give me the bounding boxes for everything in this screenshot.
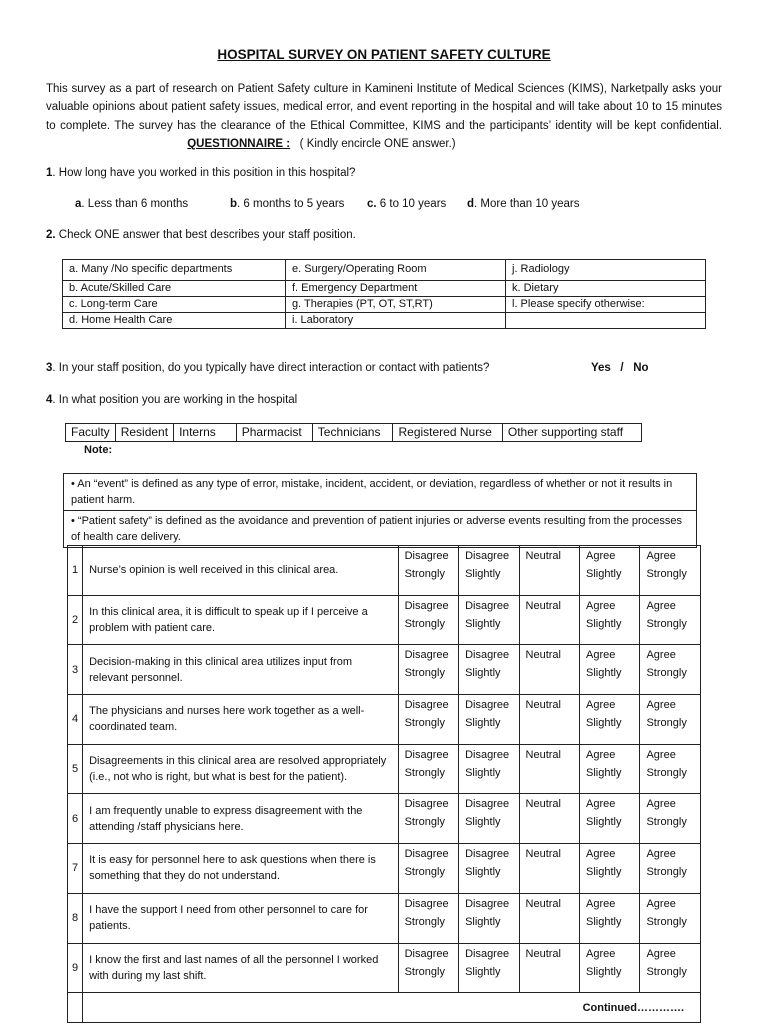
- q1-option-a[interactable]: [75, 198, 188, 210]
- statement-number: 7: [68, 844, 83, 894]
- scale-option-line1: Agree: [586, 848, 616, 861]
- table-row: [68, 645, 701, 695]
- scale-option[interactable]: [580, 794, 640, 844]
- empty-cell: [68, 993, 83, 1023]
- scale-option-line1: Neutral: [525, 599, 561, 612]
- scale-option-line2: Slightly: [586, 667, 622, 680]
- scale-option-line1: Agree: [646, 699, 676, 712]
- continued-label: Continued………….: [83, 993, 701, 1023]
- scale-option[interactable]: [459, 744, 519, 794]
- scale-option-line2: Slightly: [586, 816, 622, 829]
- scale-option-line1: Disagree: [404, 748, 449, 761]
- position-option[interactable]: Resident: [115, 424, 173, 442]
- question-2-text: Check ONE answer that best describes your staff position.: [55, 229, 356, 241]
- scale-option-line1: Agree: [646, 649, 676, 662]
- question-3: [46, 362, 489, 374]
- position-option[interactable]: Other supporting staff: [502, 424, 641, 442]
- scale-option-line1: Disagree: [465, 798, 510, 811]
- scale-option[interactable]: [398, 844, 458, 894]
- table-row: [68, 546, 701, 596]
- scale-option-line2: Strongly: [646, 915, 687, 928]
- intro-paragraph: [46, 80, 722, 154]
- scale-option-line1: Neutral: [525, 550, 561, 562]
- scale-option[interactable]: [459, 595, 519, 645]
- scale-option-line2: Slightly: [586, 915, 622, 928]
- scale-option-line2: Strongly: [404, 667, 445, 680]
- definitions-box: [63, 473, 697, 548]
- q1-option-c[interactable]: [367, 198, 446, 210]
- scale-option[interactable]: [640, 595, 701, 645]
- scale-option-line1: Disagree: [465, 748, 510, 761]
- scale-option-line1: Neutral: [525, 897, 561, 910]
- scale-option-line1: Disagree: [404, 947, 449, 960]
- staff-option[interactable]: d. Home Health Care: [63, 313, 286, 329]
- staff-option[interactable]: l. Please specify otherwise:: [506, 297, 706, 313]
- q1-option-d[interactable]: [467, 198, 580, 210]
- table-row: [63, 313, 706, 329]
- yes-no-answer[interactable]: Yes / No: [591, 362, 649, 374]
- statement-text: Decision-making in this clinical area utilizes input from relevant personnel.: [83, 645, 398, 695]
- scale-option-line2: Strongly: [646, 667, 687, 680]
- table-row: [68, 595, 701, 645]
- scale-option-line2: Strongly: [646, 766, 687, 779]
- scale-option-line1: Disagree: [404, 798, 449, 811]
- position-table: [65, 423, 642, 442]
- staff-option[interactable]: c. Long-term Care: [63, 297, 286, 313]
- scale-option[interactable]: [640, 893, 701, 943]
- position-option[interactable]: Pharmacist: [236, 424, 312, 442]
- q1-option-b-text: . 6 months to 5 years: [237, 198, 345, 210]
- scale-option-line2: Strongly: [404, 717, 445, 730]
- scale-option-line1: Agree: [646, 947, 676, 960]
- table-row: [68, 744, 701, 794]
- question-3-text: . In your staff position, do you typically have direct interaction or contact with patients?: [52, 362, 490, 374]
- scale-option[interactable]: [519, 744, 579, 794]
- page-title: HOSPITAL SURVEY ON PATIENT SAFETY CULTURE: [217, 47, 551, 62]
- scale-option-line2: Strongly: [646, 568, 687, 580]
- scale-option-line2: Slightly: [465, 766, 501, 779]
- scale-option-line2: Slightly: [465, 816, 501, 829]
- scale-option-line2: Strongly: [646, 816, 687, 829]
- scale-option[interactable]: [459, 645, 519, 695]
- scale-option-line2: Slightly: [465, 915, 501, 928]
- scale-option[interactable]: [519, 546, 579, 596]
- scale-option[interactable]: [398, 943, 458, 993]
- scale-option[interactable]: [519, 595, 579, 645]
- scale-option-line1: Disagree: [465, 848, 510, 861]
- question-2: [46, 229, 356, 241]
- scale-option-line1: Disagree: [404, 649, 449, 662]
- scale-option-line1: Disagree: [404, 897, 449, 910]
- scale-option-line1: Neutral: [525, 848, 561, 861]
- staff-option-blank[interactable]: [506, 313, 706, 329]
- scale-option-line2: Slightly: [586, 766, 622, 779]
- scale-option[interactable]: [398, 893, 458, 943]
- scale-option[interactable]: [519, 943, 579, 993]
- statement-number: 1: [68, 546, 83, 596]
- position-option[interactable]: Technicians: [312, 424, 393, 442]
- staff-option[interactable]: f. Emergency Department: [286, 281, 506, 297]
- scale-option[interactable]: [580, 546, 640, 596]
- scale-option[interactable]: [640, 794, 701, 844]
- statement-text: I know the first and last names of all the personnel I worked with during my last shift.: [83, 943, 398, 993]
- scale-option-line2: Slightly: [586, 617, 622, 630]
- scale-option-line1: Disagree: [465, 947, 510, 960]
- intro-text: This survey as a part of research on Patient Safety culture in Kamineni Institute of Medical Sciences (KIMS), Narketpally asks your valuable opinions about patient safety issues, medical error, and event reporting in the hospital and will take about 10 to 15 minutes to complete. The survey has the clearance of the Ethical Committee, KIMS and the participants’ identity will be kept confidential.: [46, 83, 722, 132]
- scale-option-line2: Strongly: [404, 866, 445, 879]
- scale-option[interactable]: [398, 744, 458, 794]
- scale-option[interactable]: [580, 943, 640, 993]
- scale-option[interactable]: [459, 546, 519, 596]
- table-row: [63, 260, 706, 281]
- staff-option[interactable]: a. Many /No specific departments: [63, 260, 286, 281]
- table-row: [68, 993, 701, 1023]
- scale-option-line1: Agree: [586, 649, 616, 662]
- scale-option[interactable]: [580, 893, 640, 943]
- scale-option-line2: Slightly: [586, 568, 622, 580]
- statement-number: 9: [68, 943, 83, 993]
- table-row: [68, 695, 701, 745]
- staff-option[interactable]: g. Therapies (PT, OT, ST,RT): [286, 297, 506, 313]
- q1-option-b-letter: b: [230, 198, 238, 210]
- scale-option[interactable]: [640, 546, 701, 596]
- definition-patient-safety: • “Patient safety” is defined as the avoidance and prevention of patient injuries or adverse events resulting from the processes of health care delivery.: [63, 511, 697, 548]
- scale-option[interactable]: [459, 893, 519, 943]
- likert-table: [67, 545, 701, 1023]
- scale-option-line2: Slightly: [586, 866, 622, 879]
- scale-option-line1: Disagree: [465, 649, 510, 662]
- scale-option-line2: Strongly: [646, 965, 687, 978]
- scale-option-line2: Strongly: [404, 568, 445, 580]
- q1-option-a-letter: a: [75, 198, 82, 210]
- scale-option[interactable]: [640, 645, 701, 695]
- scale-option[interactable]: [640, 695, 701, 745]
- scale-option[interactable]: [398, 595, 458, 645]
- q1-option-d-letter: d: [467, 198, 475, 210]
- scale-option-line1: Agree: [646, 798, 676, 811]
- scale-option-line2: Slightly: [586, 717, 622, 730]
- q1-option-d-text: . More than 10 years: [474, 198, 580, 210]
- scale-option[interactable]: [640, 744, 701, 794]
- scale-option[interactable]: [459, 794, 519, 844]
- scale-option-line2: Strongly: [404, 816, 445, 829]
- scale-option-line1: Neutral: [525, 699, 561, 712]
- scale-option[interactable]: [398, 546, 458, 596]
- statement-text: It is easy for personnel here to ask questions when there is something that they do not understand.: [83, 844, 398, 894]
- question-1-number: 1: [46, 167, 53, 179]
- statement-number: 4: [68, 695, 83, 745]
- scale-option-line2: Strongly: [646, 866, 687, 879]
- scale-option-line2: Slightly: [465, 965, 501, 978]
- scale-option-line2: Slightly: [465, 568, 501, 580]
- scale-option-line2: Strongly: [404, 965, 445, 978]
- statement-number: 2: [68, 595, 83, 645]
- table-row: [66, 424, 642, 442]
- scale-option-line1: Disagree: [465, 897, 510, 910]
- statement-text: The physicians and nurses here work together as a well-coordinated team.: [83, 695, 398, 745]
- definition-event: • An “event” is defined as any type of error, mistake, incident, accident, or deviation, regardless of whether or not it results in patient harm.: [63, 473, 697, 511]
- scale-option-line1: Agree: [586, 897, 616, 910]
- scale-option-line1: Disagree: [404, 550, 449, 562]
- scale-option[interactable]: [459, 695, 519, 745]
- scale-option[interactable]: [580, 695, 640, 745]
- scale-option-line2: Strongly: [404, 617, 445, 630]
- questionnaire-label: QUESTIONNAIRE :: [187, 138, 291, 151]
- table-row: [68, 844, 701, 894]
- scale-option-line1: Neutral: [525, 798, 561, 811]
- q1-option-c-text: 6 to 10 years: [376, 198, 447, 210]
- scale-option-line1: Agree: [586, 550, 616, 562]
- position-option[interactable]: Faculty: [66, 424, 116, 442]
- staff-option[interactable]: k. Dietary: [506, 281, 706, 297]
- question-1: [46, 167, 355, 179]
- staff-option[interactable]: e. Surgery/Operating Room: [286, 260, 506, 281]
- scale-option-line1: Agree: [646, 748, 676, 761]
- scale-option[interactable]: [580, 844, 640, 894]
- scale-option-line2: Slightly: [465, 617, 501, 630]
- scale-option-line1: Neutral: [525, 748, 561, 761]
- question-4-number: 4: [46, 394, 53, 406]
- statement-number: 3: [68, 645, 83, 695]
- staff-option[interactable]: b. Acute/Skilled Care: [63, 281, 286, 297]
- scale-option[interactable]: [580, 744, 640, 794]
- scale-option[interactable]: [519, 645, 579, 695]
- scale-option-line1: Disagree: [404, 599, 449, 612]
- statement-number: 5: [68, 744, 83, 794]
- scale-option-line1: Agree: [586, 748, 616, 761]
- position-option[interactable]: Interns: [174, 424, 237, 442]
- question-4: [46, 394, 297, 406]
- question-3-number: 3: [46, 362, 53, 374]
- table-row: [68, 794, 701, 844]
- scale-option-line1: Agree: [586, 798, 616, 811]
- scale-option[interactable]: [519, 695, 579, 745]
- table-row: [63, 281, 706, 297]
- scale-option-line2: Slightly: [465, 866, 501, 879]
- scale-option-line2: Slightly: [586, 965, 622, 978]
- statement-text: I am frequently unable to express disagreement with the attending /staff physicians here.: [83, 794, 398, 844]
- table-row: [68, 893, 701, 943]
- scale-option-line1: Neutral: [525, 947, 561, 960]
- scale-option-line2: Strongly: [646, 617, 687, 630]
- scale-option[interactable]: [398, 794, 458, 844]
- scale-option-line2: Strongly: [404, 766, 445, 779]
- statement-text: In this clinical area, it is difficult to speak up if I perceive a problem with patient care.: [83, 595, 398, 645]
- scale-option-line2: Slightly: [465, 717, 501, 730]
- question-4-text: . In what position you are working in the hospital: [52, 394, 298, 406]
- scale-option-line1: Agree: [646, 599, 676, 612]
- questionnaire-instruction: ( Kindly encircle ONE answer.): [299, 138, 456, 151]
- scale-option-line2: Strongly: [404, 915, 445, 928]
- scale-option-line1: Disagree: [404, 848, 449, 861]
- scale-option[interactable]: [398, 695, 458, 745]
- scale-option-line2: Slightly: [465, 667, 501, 680]
- scale-option[interactable]: [580, 645, 640, 695]
- scale-option[interactable]: [580, 595, 640, 645]
- position-option[interactable]: Registered Nurse: [393, 424, 502, 442]
- table-row: [68, 943, 701, 993]
- q1-option-c-letter: c.: [367, 198, 377, 210]
- scale-option-line1: Agree: [646, 550, 676, 562]
- statement-number: 8: [68, 893, 83, 943]
- scale-option[interactable]: [640, 943, 701, 993]
- scale-option-line1: Disagree: [465, 550, 510, 562]
- question-1-text: . How long have you worked in this position in this hospital?: [52, 167, 356, 179]
- table-row: [63, 297, 706, 313]
- scale-option[interactable]: [640, 844, 701, 894]
- statement-number: 6: [68, 794, 83, 844]
- scale-option[interactable]: [398, 645, 458, 695]
- scale-option-line1: Disagree: [465, 599, 510, 612]
- statement-text: Disagreements in this clinical area are resolved appropriately (i.e., not who is right, but what is best for the patient).: [83, 744, 398, 794]
- staff-position-table: [62, 259, 706, 329]
- statement-text: Nurse’s opinion is well received in this clinical area.: [83, 546, 398, 596]
- scale-option-line2: Strongly: [646, 717, 687, 730]
- statement-text: I have the support I need from other personnel to care for patients.: [83, 893, 398, 943]
- staff-option[interactable]: j. Radiology: [506, 260, 706, 281]
- scale-option-line1: Agree: [646, 897, 676, 910]
- q1-option-a-text: . Less than 6 months: [81, 198, 189, 210]
- scale-option-line1: Neutral: [525, 649, 561, 662]
- note-label: Note:: [84, 444, 113, 456]
- scale-option-line1: Agree: [586, 599, 616, 612]
- question-2-number: 2.: [46, 229, 56, 241]
- scale-option[interactable]: [519, 794, 579, 844]
- scale-option[interactable]: [459, 943, 519, 993]
- scale-option[interactable]: [519, 844, 579, 894]
- scale-option[interactable]: [459, 844, 519, 894]
- scale-option-line1: Disagree: [404, 699, 449, 712]
- q1-option-b[interactable]: [230, 198, 344, 210]
- scale-option[interactable]: [519, 893, 579, 943]
- staff-option[interactable]: i. Laboratory: [286, 313, 506, 329]
- scale-option-line1: Agree: [646, 848, 676, 861]
- scale-option-line1: Agree: [586, 947, 616, 960]
- scale-option-line1: Agree: [586, 699, 616, 712]
- scale-option-line1: Disagree: [465, 699, 510, 712]
